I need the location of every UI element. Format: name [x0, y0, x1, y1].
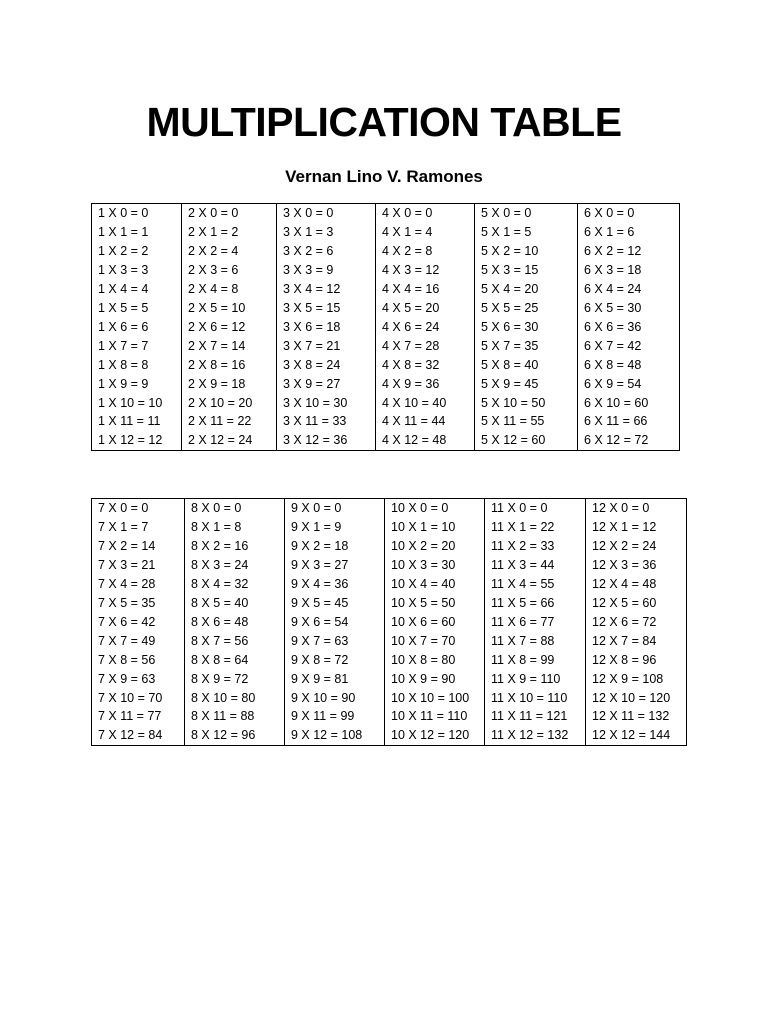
table-cell: 8 X 3 = 24: [191, 557, 249, 572]
table-cell: 1 X 8 = 8: [98, 357, 149, 372]
table-cell: 8 X 9 = 72: [191, 671, 249, 686]
table-cell: 6 X 10 = 60: [584, 395, 649, 410]
table-cell: 2 X 5 = 10: [188, 300, 246, 315]
table-cell: 5 X 12 = 60: [481, 433, 546, 448]
table-cell: 3 X 5 = 15: [283, 300, 341, 315]
table-cell: 11 X 11 = 121: [491, 709, 568, 724]
table-cell: 10 X 5 = 50: [391, 595, 456, 610]
table-cell: 5 X 1 = 5: [481, 224, 532, 239]
table-column: [586, 499, 687, 746]
table-cell: 8 X 2 = 16: [191, 538, 249, 553]
table-cell: 2 X 6 = 12: [188, 319, 246, 334]
table-column: [185, 499, 285, 746]
table-column: [92, 499, 185, 746]
table-cell: 7 X 8 = 56: [98, 652, 156, 667]
table-cell: 4 X 8 = 32: [382, 357, 440, 372]
table-column: [182, 204, 277, 451]
table-cell: 2 X 11 = 22: [188, 414, 252, 429]
table-row: [92, 499, 687, 746]
table-cell: 10 X 0 = 0: [391, 501, 449, 515]
table-cell: 12 X 3 = 36: [592, 557, 657, 572]
table-cell: 4 X 6 = 24: [382, 319, 440, 334]
table-cell: 1 X 11 = 11: [98, 414, 161, 429]
table-cell: 8 X 1 = 8: [191, 519, 242, 534]
table-cell: 3 X 10 = 30: [283, 395, 348, 410]
table-cell: 3 X 1 = 3: [283, 224, 334, 239]
table-cell: 12 X 7 = 84: [592, 633, 657, 648]
table-cell: 8 X 7 = 56: [191, 633, 249, 648]
table-cell: 12 X 2 = 24: [592, 538, 657, 553]
table-cell: 4 X 10 = 40: [382, 395, 447, 410]
table-cell: 2 X 7 = 14: [188, 338, 246, 353]
table-cell: 8 X 11 = 88: [191, 709, 255, 724]
table-cell: 9 X 2 = 18: [291, 538, 349, 553]
table-cell: 2 X 3 = 6: [188, 262, 239, 277]
table-column: [285, 499, 385, 746]
table-cell: 2 X 9 = 18: [188, 376, 246, 391]
table-cell: 5 X 0 = 0: [481, 206, 532, 220]
table-cell: 10 X 4 = 40: [391, 576, 456, 591]
table-cell: 6 X 4 = 24: [584, 281, 642, 296]
table-cell: 2 X 10 = 20: [188, 395, 253, 410]
multiplication-table-1-to-6: [91, 203, 680, 451]
table-cell: 8 X 4 = 32: [191, 576, 249, 591]
table-cell: 7 X 9 = 63: [98, 671, 156, 686]
table-cell: 8 X 5 = 40: [191, 595, 249, 610]
table-cell: 6 X 12 = 72: [584, 433, 649, 448]
table-cell: 11 X 7 = 88: [491, 633, 555, 648]
table-cell: 11 X 1 = 22: [491, 519, 555, 534]
table-cell: 12 X 9 = 108: [592, 671, 664, 686]
table-cell: 12 X 1 = 12: [592, 519, 657, 534]
table-cell: 8 X 8 = 64: [191, 652, 249, 667]
table-cell: 11 X 12 = 132: [491, 728, 569, 743]
table-cell: 2 X 8 = 16: [188, 357, 246, 372]
table-cell: 12 X 12 = 144: [592, 728, 671, 743]
table-column: [92, 204, 182, 451]
table-cell: 10 X 11 = 110: [391, 709, 468, 724]
table-cell: 5 X 7 = 35: [481, 338, 539, 353]
table-cell: 7 X 12 = 84: [98, 728, 163, 743]
table-cell: 5 X 2 = 10: [481, 243, 539, 258]
table-cell: 1 X 0 = 0: [98, 206, 149, 220]
table-cell: 11 X 0 = 0: [491, 501, 548, 515]
table-row: [92, 204, 680, 451]
table-cell: 1 X 12 = 12: [98, 433, 163, 448]
table-cell: 1 X 6 = 6: [98, 319, 149, 334]
table-cell: 7 X 3 = 21: [98, 557, 156, 572]
table-cell: 11 X 5 = 66: [491, 595, 555, 610]
table-cell: 9 X 8 = 72: [291, 652, 349, 667]
table-cell: 7 X 1 = 7: [98, 519, 149, 534]
table-cell: 10 X 10 = 100: [391, 690, 470, 705]
table-cell: 7 X 5 = 35: [98, 595, 156, 610]
table-cell: 12 X 6 = 72: [592, 614, 657, 629]
table-cell: 7 X 0 = 0: [98, 501, 149, 515]
table-cell: 11 X 3 = 44: [491, 557, 555, 572]
table-cell: 7 X 4 = 28: [98, 576, 156, 591]
table-cell: 3 X 2 = 6: [283, 243, 334, 258]
table-cell: 7 X 11 = 77: [98, 709, 162, 724]
table-column: [578, 204, 680, 451]
table-cell: 9 X 4 = 36: [291, 576, 349, 591]
table-cell: 1 X 10 = 10: [98, 395, 163, 410]
table-cell: 10 X 8 = 80: [391, 652, 456, 667]
table-cell: 6 X 9 = 54: [584, 376, 642, 391]
table-cell: 5 X 9 = 45: [481, 376, 539, 391]
table-cell: 3 X 11 = 33: [283, 414, 347, 429]
table-cell: 10 X 1 = 10: [391, 519, 456, 534]
table-cell: 5 X 8 = 40: [481, 357, 539, 372]
table-cell: 7 X 7 = 49: [98, 633, 156, 648]
table-cell: 4 X 2 = 8: [382, 243, 433, 258]
table-cell: 6 X 3 = 18: [584, 262, 642, 277]
table-cell: 12 X 5 = 60: [592, 595, 657, 610]
table-cell: 5 X 10 = 50: [481, 395, 546, 410]
table-cell: 3 X 9 = 27: [283, 376, 341, 391]
table-column: [277, 204, 376, 451]
table-cell: 11 X 2 = 33: [491, 538, 555, 553]
table-cell: 3 X 0 = 0: [283, 206, 334, 220]
table-cell: 5 X 5 = 25: [481, 300, 539, 315]
table-cell: 8 X 0 = 0: [191, 501, 242, 515]
table-cell: 4 X 5 = 20: [382, 300, 440, 315]
table-cell: 8 X 6 = 48: [191, 614, 249, 629]
table-cell: 3 X 12 = 36: [283, 433, 348, 448]
table-cell: 11 X 6 = 77: [491, 614, 555, 629]
table-cell: 9 X 12 = 108: [291, 728, 363, 743]
table-cell: 5 X 3 = 15: [481, 262, 539, 277]
table-cell: 1 X 3 = 3: [98, 262, 149, 277]
table-cell: 12 X 8 = 96: [592, 652, 657, 667]
table-cell: 1 X 9 = 9: [98, 376, 149, 391]
table-cell: 7 X 10 = 70: [98, 690, 163, 705]
table-cell: 3 X 7 = 21: [283, 338, 341, 353]
table-cell: 4 X 4 = 16: [382, 281, 440, 296]
table-column: [475, 204, 578, 451]
table-cell: 4 X 9 = 36: [382, 376, 440, 391]
table-cell: 11 X 10 = 110: [491, 690, 568, 705]
table-cell: 6 X 8 = 48: [584, 357, 642, 372]
table-cell: 6 X 0 = 0: [584, 206, 635, 220]
table-cell: 9 X 7 = 63: [291, 633, 349, 648]
table-column: [376, 204, 475, 451]
table-cell: 3 X 3 = 9: [283, 262, 334, 277]
table-cell: 6 X 1 = 6: [584, 224, 635, 239]
table-cell: 4 X 11 = 44: [382, 414, 446, 429]
table-column: [385, 499, 485, 746]
table-cell: 8 X 12 = 96: [191, 728, 256, 743]
table-cell: 4 X 7 = 28: [382, 338, 440, 353]
page-title: MULTIPLICATION TABLE: [146, 99, 622, 145]
table-cell: 9 X 5 = 45: [291, 595, 349, 610]
table-cell: 7 X 6 = 42: [98, 614, 156, 629]
table-cell: 9 X 9 = 81: [291, 671, 349, 686]
table-cell: 2 X 2 = 4: [188, 243, 239, 258]
table-cell: 12 X 11 = 132: [592, 709, 670, 724]
table-cell: 12 X 4 = 48: [592, 576, 657, 591]
table-cell: 3 X 8 = 24: [283, 357, 341, 372]
table-cell: 9 X 0 = 0: [291, 501, 342, 515]
table-cell: 1 X 4 = 4: [98, 281, 149, 296]
table-cell: 9 X 11 = 99: [291, 709, 355, 724]
table-cell: 7 X 2 = 14: [98, 538, 156, 553]
table-cell: 1 X 2 = 2: [98, 243, 149, 258]
table-cell: 4 X 0 = 0: [382, 206, 433, 220]
table-cell: 6 X 6 = 36: [584, 319, 642, 334]
table-cell: 2 X 0 = 0: [188, 206, 239, 220]
multiplication-table-7-to-12: [91, 498, 687, 746]
table-cell: 5 X 11 = 55: [481, 414, 545, 429]
table-cell: 11 X 8 = 99: [491, 652, 555, 667]
table-cell: 9 X 3 = 27: [291, 557, 349, 572]
table-cell: 3 X 4 = 12: [283, 281, 341, 296]
table-cell: 11 X 9 = 110: [491, 671, 561, 686]
table-cell: 6 X 11 = 66: [584, 414, 648, 429]
table-cell: 6 X 5 = 30: [584, 300, 642, 315]
author-name: Vernan Lino V. Ramones: [285, 167, 483, 186]
table-cell: 2 X 4 = 8: [188, 281, 239, 296]
table-cell: 4 X 1 = 4: [382, 224, 433, 239]
table-cell: 10 X 2 = 20: [391, 538, 456, 553]
table-cell: 3 X 6 = 18: [283, 319, 341, 334]
table-cell: 5 X 4 = 20: [481, 281, 539, 296]
table-cell: 11 X 4 = 55: [491, 576, 555, 591]
table-cell: 6 X 7 = 42: [584, 338, 642, 353]
table-cell: 4 X 12 = 48: [382, 433, 447, 448]
table-cell: 12 X 0 = 0: [592, 501, 650, 515]
table-cell: 2 X 1 = 2: [188, 224, 239, 239]
table-cell: 10 X 6 = 60: [391, 614, 456, 629]
table-cell: 4 X 3 = 12: [382, 262, 440, 277]
table-cell: 1 X 5 = 5: [98, 300, 149, 315]
table-cell: 10 X 9 = 90: [391, 671, 456, 686]
table-cell: 9 X 10 = 90: [291, 690, 356, 705]
table-column: [485, 499, 586, 746]
table-cell: 9 X 6 = 54: [291, 614, 349, 629]
table-cell: 10 X 12 = 120: [391, 728, 470, 743]
table-cell: 6 X 2 = 12: [584, 243, 642, 258]
table-cell: 8 X 10 = 80: [191, 690, 256, 705]
table-cell: 2 X 12 = 24: [188, 433, 253, 448]
table-cell: 1 X 7 = 7: [98, 338, 149, 353]
table-cell: 12 X 10 = 120: [592, 690, 671, 705]
table-cell: 9 X 1 = 9: [291, 519, 342, 534]
table-cell: 5 X 6 = 30: [481, 319, 539, 334]
table-cell: 10 X 7 = 70: [391, 633, 456, 648]
table-cell: 10 X 3 = 30: [391, 557, 456, 572]
table-cell: 1 X 1 = 1: [98, 224, 149, 239]
